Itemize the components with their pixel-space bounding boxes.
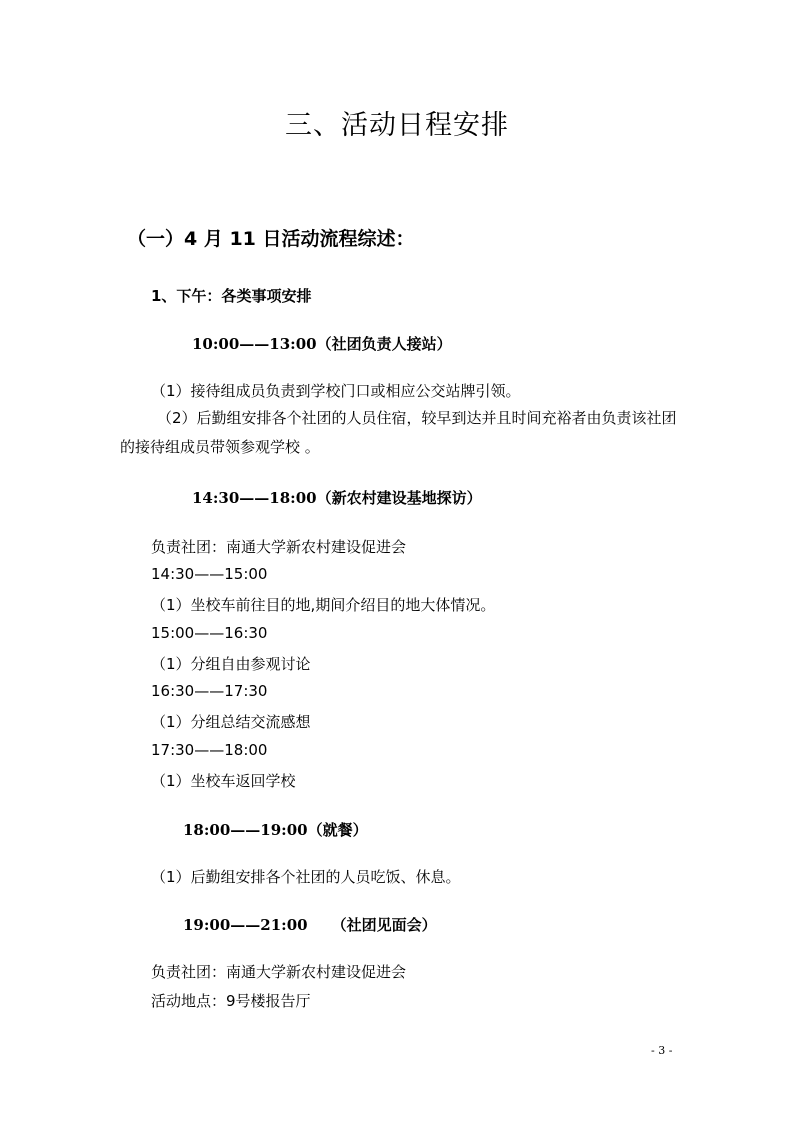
section-heading: （一）4 月 11 日活动流程综述： — [127, 228, 415, 250]
block3-heading — [183, 819, 368, 840]
block4-heading — [183, 914, 437, 935]
block3-label: （就餐） — [307, 821, 368, 839]
block4-label: （社团见面会） — [331, 916, 437, 934]
block3-time: 18:00——19:00 — [183, 821, 308, 839]
sub-heading: 1、下午：各类事项安排 — [151, 287, 312, 305]
block2-slot-desc: （1）分组自由参观讨论 — [151, 655, 311, 673]
block2-responsible: 负责社团：南通大学新农村建设促进会 — [151, 538, 407, 556]
block1-item1: （1）接待组成员负责到学校门口或相应公交站牌引领。 — [151, 382, 521, 400]
block2-slot-time: 14:30——15:00 — [151, 565, 268, 583]
block2-slot-desc: （1）坐校车前往目的地,期间介绍目的地大体情况。 — [151, 596, 496, 614]
block1-label: （社团负责人接站） — [316, 335, 452, 353]
block2-slot-time: 16:30——17:30 — [151, 682, 268, 700]
page-title: 三、活动日程安排 — [285, 110, 509, 141]
block1-time: 10:00——13:00 — [192, 335, 317, 353]
block1-item2: （2）后勤组安排各个社团的人员住宿，较早到达并且时间充裕者由负责该社团的接待组成员带领参观学校 。 — [120, 409, 677, 456]
block1-heading — [192, 333, 452, 354]
block2-time: 14:30——18:00 — [192, 489, 317, 507]
block2-slot-desc: （1）分组总结交流感想 — [151, 713, 311, 731]
block4-responsible: 负责社团：南通大学新农村建设促进会 — [151, 963, 407, 981]
block2-slot-desc: （1）坐校车返回学校 — [151, 772, 296, 790]
block2-heading — [192, 487, 482, 508]
block2-slot-time: 17:30——18:00 — [151, 741, 268, 759]
block2-label: （新农村建设基地探访） — [316, 489, 482, 507]
block4-location: 活动地点：9号楼报告厅 — [151, 992, 311, 1010]
block3-item1: （1）后勤组安排各个社团的人员吃饭、休息。 — [151, 868, 461, 886]
block2-slot-time: 15:00——16:30 — [151, 624, 268, 642]
page-number: - 3 - — [651, 1044, 673, 1057]
block4-time: 19:00——21:00 — [183, 916, 308, 934]
